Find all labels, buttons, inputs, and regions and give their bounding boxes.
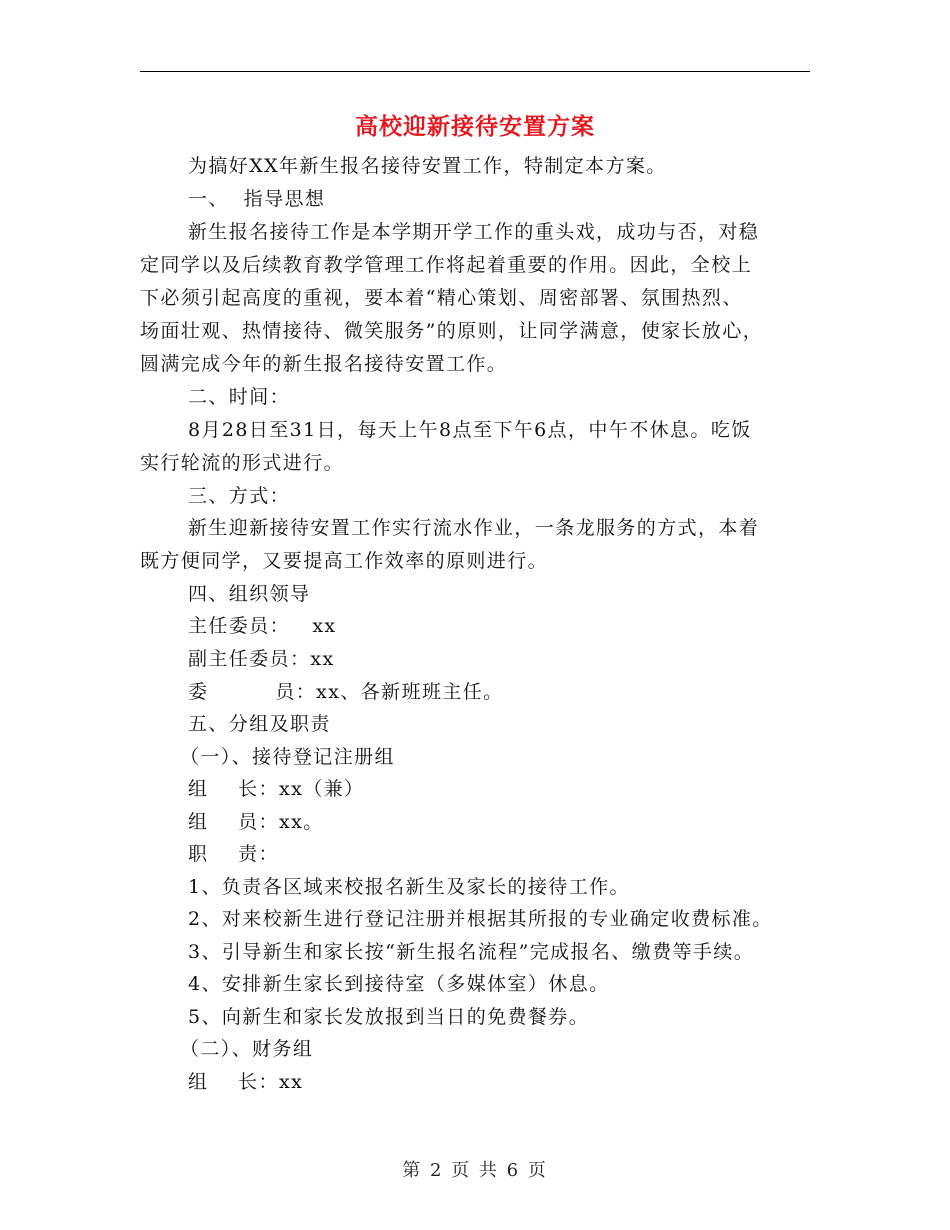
document-title: 高校迎新接待安置方案 (355, 114, 595, 140)
duty-item: 5、向新生和家长发放报到当日的免费餐券。 (188, 1006, 590, 1028)
paragraph-line: 8月28日至31日，每天上午8点至下午6点，中午不休息。吃饭 (188, 419, 752, 441)
paragraph-line: 场面壮观、热情接待、微笑服务”的原则，让同学满意，使家长放心， (140, 320, 764, 342)
paragraph-line: 新生报名接待工作是本学期开学工作的重头戏，成功与否，对稳 (188, 221, 760, 243)
subsection-heading-2: （二）、财务组 (180, 1038, 314, 1060)
paragraph-line: 圆满完成今年的新生报名接待安置工作。 (140, 353, 508, 375)
duties-label: 职 责： (188, 843, 279, 865)
committee-chair: 主任委员： xx (188, 615, 337, 637)
section-heading-1: 一、 指导思想 (188, 188, 326, 210)
group-leader: 组 长：xx (188, 1071, 304, 1093)
paragraph-line: 实行轮流的形式进行。 (140, 452, 345, 474)
paragraph-line: 新生迎新接待安置工作实行流水作业，一条龙服务的方式，本着 (188, 517, 760, 539)
paragraph-line: 既方便同学，又要提高工作效率的原则进行。 (140, 550, 549, 572)
subsection-heading-1: （一）、接待登记注册组 (180, 746, 395, 768)
committee-vice-chair: 副主任委员：xx (188, 648, 335, 670)
section-heading-2: 二、时间： (188, 386, 291, 408)
section-heading-5: 五、分组及职责 (188, 713, 331, 735)
group-leader: 组 长：xx（兼） (188, 778, 365, 800)
duty-item: 2、对来校新生进行登记注册并根据其所报的专业确定收费标准。 (188, 908, 773, 930)
committee-members: 委 员：xx、各新班班主任。 (188, 681, 504, 703)
paragraph-line: 定同学以及后续教育教学管理工作将起着重要的作用。因此，全校上 (140, 254, 753, 276)
intro-paragraph: 为搞好XX年新生报名接待安置工作，特制定本方案。 (188, 155, 667, 177)
section-heading-4: 四、组织领导 (188, 583, 311, 605)
duty-item: 3、引导新生和家长按“新生报名流程”完成报名、缴费等手续。 (188, 941, 755, 963)
duty-item: 4、安排新生家长到接待室（多媒体室）休息。 (188, 973, 610, 995)
page-footer: 第 2 页 共 6 页 (402, 1160, 548, 1181)
paragraph-line: 下必须引起高度的重视，要本着“精心策划、周密部署、氛围热烈、 (140, 287, 743, 309)
header-rule (140, 71, 810, 72)
section-heading-3: 三、方式： (188, 485, 291, 507)
duty-item: 1、负责各区域来校报名新生及家长的接待工作。 (188, 876, 630, 898)
group-members: 组 员：xx。 (188, 811, 324, 833)
